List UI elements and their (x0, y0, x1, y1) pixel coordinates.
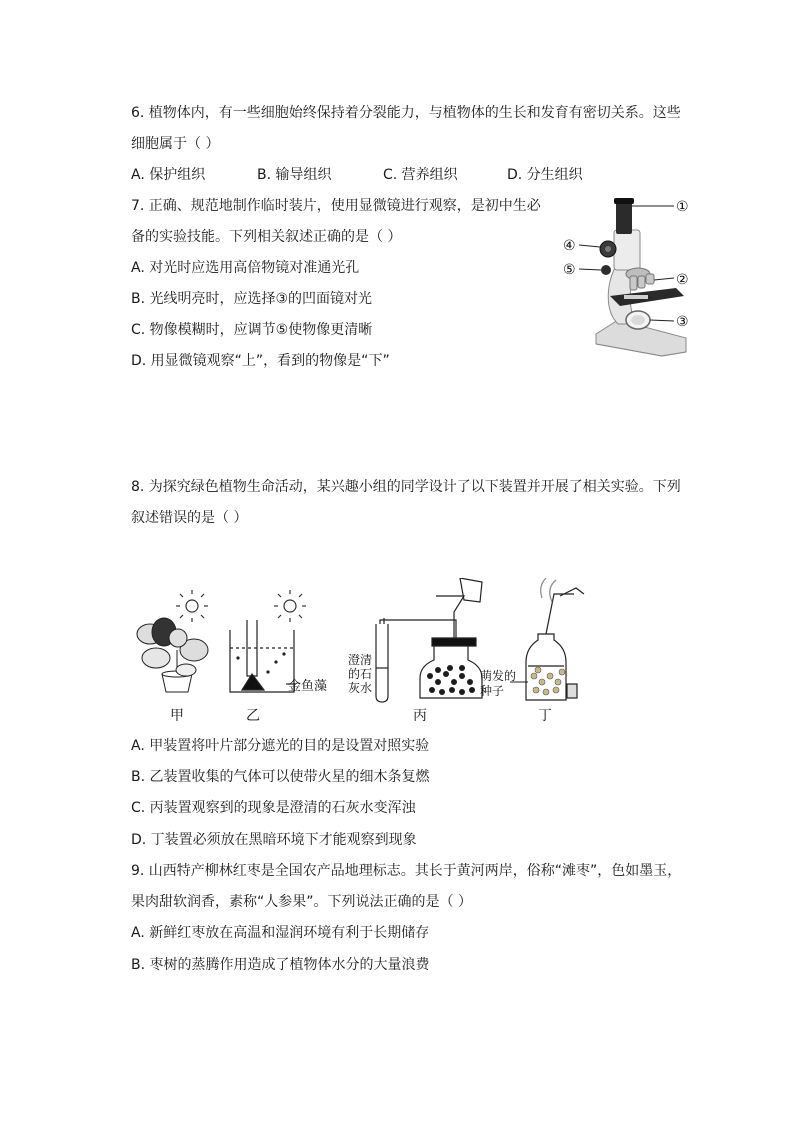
q7-option-a: A. 对光时应选用高倍物镜对准通光孔 (131, 260, 360, 276)
q8-option-b: B. 乙装置收集的气体可以使带火星的细木条复燃 (131, 769, 430, 785)
microscope-label-5: ⑤ (563, 262, 576, 278)
q8-stem-line1: 8. 为探究绿色植物生命活动，某兴趣小组的同学设计了以下装置并开展了相关实验。下列 (131, 479, 681, 495)
label-bing: 丙 (413, 708, 427, 724)
q7-option-b: B. 光线明亮时，应选择③的凹面镜对光 (131, 291, 373, 307)
q8-option-d: D. 丁装置必须放在黑暗环境下才能观察到现象 (131, 832, 417, 848)
q8-option-c: C. 丙装置观察到的现象是澄清的石灰水变浑浊 (131, 800, 416, 816)
label-seeds-2: 种子 (480, 684, 505, 698)
q6-option-b: B. 输导组织 (257, 167, 332, 183)
label-jia: 甲 (170, 708, 184, 724)
seed-pile (427, 665, 475, 695)
germinating-seeds (531, 667, 565, 695)
label-seeds-1: 萌发的 (480, 669, 517, 683)
q6-option-a: A. 保护组织 (131, 167, 206, 183)
microscope-label-1: ① (676, 199, 689, 215)
q7-stem-line2: 备的实验技能。下列相关叙述正确的是（ ） (131, 229, 402, 245)
q7-option-d: D. 用显微镜观察“上”，看到的物像是“下” (131, 353, 390, 369)
microscope-label-4: ④ (563, 238, 576, 254)
label-jinyuzao: 金鱼藻 (288, 679, 328, 694)
q8-stem-line2: 叙述错误的是（ ） (131, 510, 248, 526)
q6-option-d: D. 分生组织 (507, 167, 583, 183)
q7-option-c: C. 物像模糊时，应调节⑤使物像更清晰 (131, 322, 373, 338)
microscope-label-3: ③ (676, 314, 689, 330)
q7-stem-line1: 7. 正确、规范地制作临时装片，使用显微镜进行观察，是初中生必 (131, 198, 541, 214)
experiment-figure (126, 578, 596, 726)
label-yi: 乙 (246, 708, 260, 724)
q9-option-b: B. 枣树的蒸腾作用造成了植物体水分的大量浪费 (131, 957, 430, 973)
q6-stem-line1: 6. 植物体内，有一些细胞始终保持着分裂能力，与植物体的生长和发育有密切关系。这些 (131, 105, 681, 121)
q9-stem-line1: 9. 山西特产柳林红枣是全国农产品地理标志。其长于黄河两岸，俗称“滩枣”，色如墨玉， (131, 863, 682, 879)
label-ding: 丁 (538, 708, 552, 724)
microscope-figure (558, 192, 708, 362)
q6-stem-line2: 细胞属于（ ） (131, 136, 220, 152)
sun-icon (176, 590, 208, 622)
q9-stem-line2: 果肉甜软润香，素称“人参果”。下列说法正确的是（ ） (131, 894, 472, 910)
potted-plant (137, 618, 208, 692)
limewater-apparatus (376, 578, 482, 702)
q9-option-a: A. 新鲜红枣放在高温和湿润环境有利于长期储存 (131, 925, 430, 941)
q8-option-a: A. 甲装置将叶片部分遮光的目的是设置对照实验 (131, 738, 430, 754)
sun-icon (274, 590, 306, 622)
q6-option-c: C. 营养组织 (383, 167, 458, 183)
label-limewater-3: 灰水 (348, 681, 373, 695)
label-limewater-1: 澄清 (348, 653, 373, 667)
beaker-apparatus (230, 620, 296, 692)
label-limewater-2: 的石 (348, 667, 373, 681)
microscope-label-2: ② (676, 272, 689, 288)
